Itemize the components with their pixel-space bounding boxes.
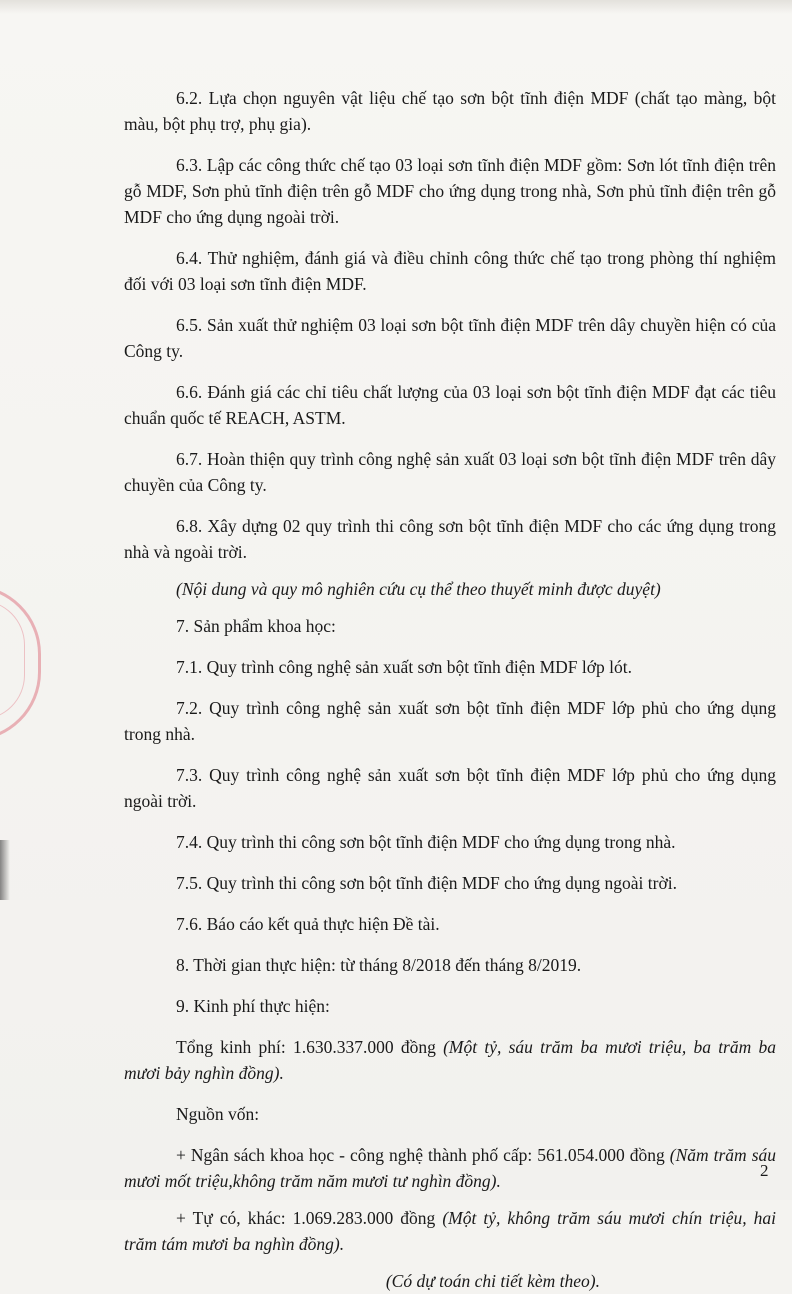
paragraph-7-4: 7.4. Quy trình thi công sơn bột tĩnh điện MDF cho ứng dụng trong nhà.	[176, 832, 676, 852]
state-funding-in-words: (Năm trăm sáu mươi mốt triệu,không trăm năm mươi tư nghìn đồng).	[124, 1145, 777, 1191]
document-body	[124, 85, 776, 1294]
state-funding	[124, 1142, 776, 1194]
paragraph-7-6: 7.6. Báo cáo kết quả thực hiện Đề tài.	[176, 914, 440, 934]
paragraph-6-7: 6.7. Hoàn thiện quy trình công nghệ sản xuất 03 loại sơn bột tĩnh điện MDF trên dây chuyền của Công ty.	[124, 449, 776, 495]
paragraph-6-4: 6.4. Thử nghiệm, đánh giá và điều chỉnh công thức chế tạo trong phòng thí nghiệm đối với 03 loại sơn tĩnh điện MDF.	[124, 248, 776, 294]
estimate-attached-note: (Có dự toán chi tiết kèm theo).	[385, 1271, 600, 1291]
self-funding-amount: + Tự có, khác: 1.069.283.000 đồng	[176, 1208, 443, 1228]
scan-top-shadow	[0, 0, 792, 14]
total-budget-in-words: (Một tỷ, sáu trăm ba mươi triệu, ba trăm ba mươi bảy nghìn đồng).	[124, 1037, 776, 1083]
scan-edge-mark	[0, 840, 10, 900]
total-budget	[124, 1034, 776, 1086]
section-8-duration: 8. Thời gian thực hiện: từ tháng 8/2018 đến tháng 8/2019.	[176, 955, 582, 975]
section-9-heading: 9. Kinh phí thực hiện:	[176, 996, 330, 1016]
paragraph-7-2: 7.2. Quy trình công nghệ sản xuất sơn bột tĩnh điện MDF lớp phủ cho ứng dụng trong nhà.	[124, 698, 776, 744]
total-budget-amount: Tổng kinh phí: 1.630.337.000 đồng	[176, 1037, 444, 1057]
paragraph-7-3: 7.3. Quy trình công nghệ sản xuất sơn bột tĩnh điện MDF lớp phủ cho ứng dụng ngoài trời.	[124, 765, 776, 811]
section-7-heading: 7. Sản phẩm khoa học:	[176, 616, 336, 636]
page-number: 2	[760, 1161, 769, 1180]
self-funding	[124, 1205, 776, 1257]
paragraph-6-2: 6.2. Lựa chọn nguyên vật liệu chế tạo sơn bột tĩnh điện MDF (chất tạo màng, bột màu, bột phụ trợ, phụ gia).	[124, 88, 776, 134]
paragraph-7-5: 7.5. Quy trình thi công sơn bột tĩnh điện MDF cho ứng dụng ngoài trời.	[176, 873, 677, 893]
paragraph-6-6: 6.6. Đánh giá các chỉ tiêu chất lượng của 03 loại sơn bột tĩnh điện MDF đạt các tiêu chuẩn quốc tế REACH, ASTM.	[124, 382, 776, 428]
state-funding-amount: + Ngân sách khoa học - công nghệ thành phố cấp: 561.054.000 đồng	[176, 1145, 670, 1165]
self-funding-in-words: (Một tỷ, không trăm sáu mươi chín triệu, hai trăm tám mươi ba nghìn đồng).	[124, 1208, 776, 1254]
paragraph-6-8: 6.8. Xây dựng 02 quy trình thi công sơn bột tĩnh điện MDF cho các ứng dụng trong nhà và ngoài trời.	[124, 516, 776, 562]
paragraph-6-5: 6.5. Sản xuất thử nghiệm 03 loại sơn bột tĩnh điện MDF trên dây chuyền hiện có của Công ty.	[124, 315, 776, 361]
paragraph-6-3: 6.3. Lập các công thức chế tạo 03 loại sơn tĩnh điện MDF gồm: Sơn lót tĩnh điện trên gỗ MDF, Sơn phủ tĩnh điện trên gỗ MDF cho ứng dụng trong nhà, Sơn phủ tĩnh điện trên gỗ MDF cho ứng dụng ngoài trời.	[124, 155, 776, 227]
paragraph-7-1: 7.1. Quy trình công nghệ sản xuất sơn bột tĩnh điện MDF lớp lót.	[176, 657, 632, 677]
funding-source-label: Nguồn vốn:	[176, 1104, 260, 1124]
research-scope-note: (Nội dung và quy mô nghiên cứu cụ thể theo thuyết minh được duyệt)	[176, 579, 661, 599]
